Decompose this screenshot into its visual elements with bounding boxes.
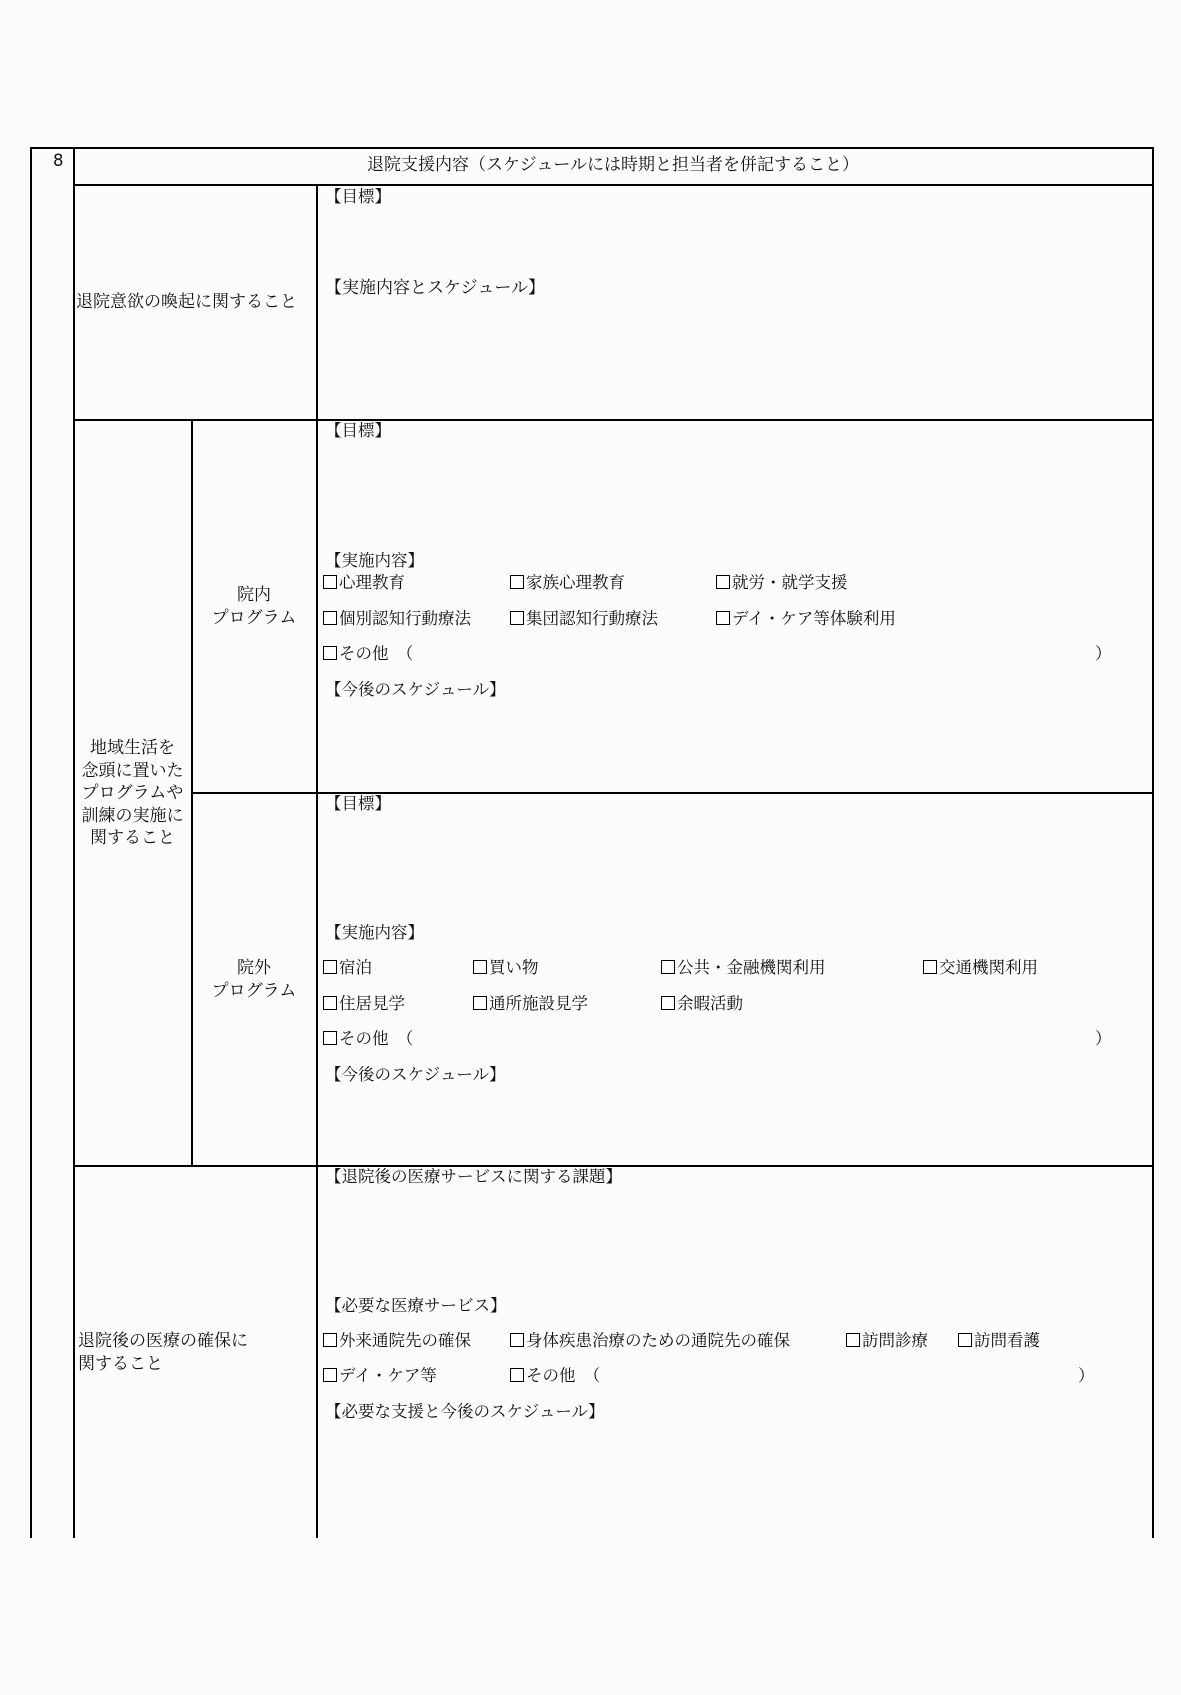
checkbox-outpatient-other[interactable]: その他 （ (323, 1031, 413, 1048)
outpatient-goal-label: 【目標】 (325, 794, 391, 813)
checkbox-public-financial-institutions[interactable]: 公共・金融機関利用 (661, 960, 826, 977)
outpatient-other-close-paren: ） (1095, 1029, 1112, 1048)
checkbox-icon[interactable] (323, 1031, 337, 1045)
checkbox-shopping[interactable]: 買い物 (473, 960, 539, 977)
row3-label: 退院後の医療の確保に 関すること (78, 1331, 248, 1374)
checkbox-icon[interactable] (661, 960, 675, 974)
outpatient-program-label: 院外 プログラム (211, 958, 297, 1001)
checkbox-housing-tour[interactable]: 住居見学 (323, 996, 405, 1013)
checkbox-public-transport[interactable]: 交通機関利用 (923, 960, 1038, 977)
section-number: 8 (53, 151, 64, 170)
checkbox-icon[interactable] (323, 611, 337, 625)
checkbox-icon[interactable] (473, 996, 487, 1010)
table-right-border (1152, 147, 1154, 1538)
checkbox-icon[interactable] (716, 575, 730, 589)
inpatient-schedule-label: 【今後のスケジュール】 (325, 680, 506, 699)
row1-bottom-border (73, 419, 1153, 421)
checkbox-icon[interactable] (716, 611, 730, 625)
checkbox-leisure-activity[interactable]: 余暇活動 (661, 996, 743, 1013)
checkbox-home-visit-nursing[interactable]: 訪問看護 (958, 1333, 1040, 1350)
checkbox-psychoeducation[interactable]: 心理教育 (323, 575, 405, 592)
inpatient-goal-label: 【目標】 (325, 421, 391, 440)
header-bottom-border (73, 184, 1153, 186)
content-column-divider (316, 184, 318, 1538)
inpatient-other-close-paren: ） (1095, 644, 1112, 663)
row1-schedule-label: 【実施内容とスケジュール】 (325, 278, 545, 298)
table-outer-left-border (30, 147, 32, 1538)
outpatient-schedule-label: 【今後のスケジュール】 (325, 1065, 506, 1084)
checkbox-outpatient-clinic[interactable]: 外来通院先の確保 (323, 1333, 471, 1350)
checkbox-group-cbt[interactable]: 集団認知行動療法 (510, 611, 658, 628)
row1-label: 退院意欲の喚起に関すること (76, 292, 297, 312)
checkbox-daycenter-tour[interactable]: 通所施設見学 (473, 996, 588, 1013)
inpatient-content-label: 【実施内容】 (325, 551, 424, 570)
outpatient-content-label: 【実施内容】 (325, 923, 424, 942)
row3-support-label: 【必要な支援と今後のスケジュール】 (325, 1402, 605, 1421)
checkbox-icon[interactable] (510, 611, 524, 625)
checkbox-home-visit-medical[interactable]: 訪問診療 (846, 1333, 928, 1350)
checkbox-icon[interactable] (510, 1333, 524, 1347)
checkbox-daycare-trial[interactable]: デイ・ケア等体験利用 (716, 611, 896, 628)
checkbox-icon[interactable] (923, 960, 937, 974)
checkbox-overnight-stay[interactable]: 宿泊 (323, 960, 372, 977)
row1-goal-label: 【目標】 (325, 187, 391, 206)
checkbox-individual-cbt[interactable]: 個別認知行動療法 (323, 611, 471, 628)
row2-label: 地域生活を 念頭に置いた プログラムや 訓練の実施に 関すること (81, 738, 184, 848)
checkbox-employment-support[interactable]: 就労・就学支援 (716, 575, 848, 592)
checkbox-icon[interactable] (510, 575, 524, 589)
section-header-title: 退院支援内容（スケジュールには時期と担当者を併記すること） (367, 155, 859, 175)
table-top-border (30, 147, 1153, 149)
checkbox-icon[interactable] (323, 960, 337, 974)
checkbox-daycare[interactable]: デイ・ケア等 (323, 1368, 437, 1385)
checkbox-icon[interactable] (323, 1333, 337, 1347)
checkbox-icon[interactable] (958, 1333, 972, 1347)
checkbox-icon[interactable] (661, 996, 675, 1010)
checkbox-icon[interactable] (510, 1368, 524, 1382)
checkbox-physical-illness-clinic[interactable]: 身体疾患治療のための通院先の確保 (510, 1333, 790, 1350)
checkbox-icon[interactable] (323, 646, 337, 660)
row3-services-label: 【必要な医療サービス】 (325, 1296, 507, 1315)
checkbox-icon[interactable] (846, 1333, 860, 1347)
row3-issues-label: 【退院後の医療サービスに関する課題】 (325, 1167, 622, 1186)
checkbox-icon[interactable] (323, 1368, 337, 1382)
medical-other-close-paren: ） (1078, 1366, 1095, 1385)
checkbox-icon[interactable] (473, 960, 487, 974)
checkbox-icon[interactable] (323, 575, 337, 589)
checkbox-medical-other[interactable]: その他 （ (510, 1368, 600, 1385)
inpatient-program-label: 院内 プログラム (211, 585, 297, 628)
checkbox-family-psychoeducation[interactable]: 家族心理教育 (510, 575, 625, 592)
checkbox-icon[interactable] (323, 996, 337, 1010)
checkbox-inpatient-other[interactable]: その他 （ (323, 646, 413, 663)
